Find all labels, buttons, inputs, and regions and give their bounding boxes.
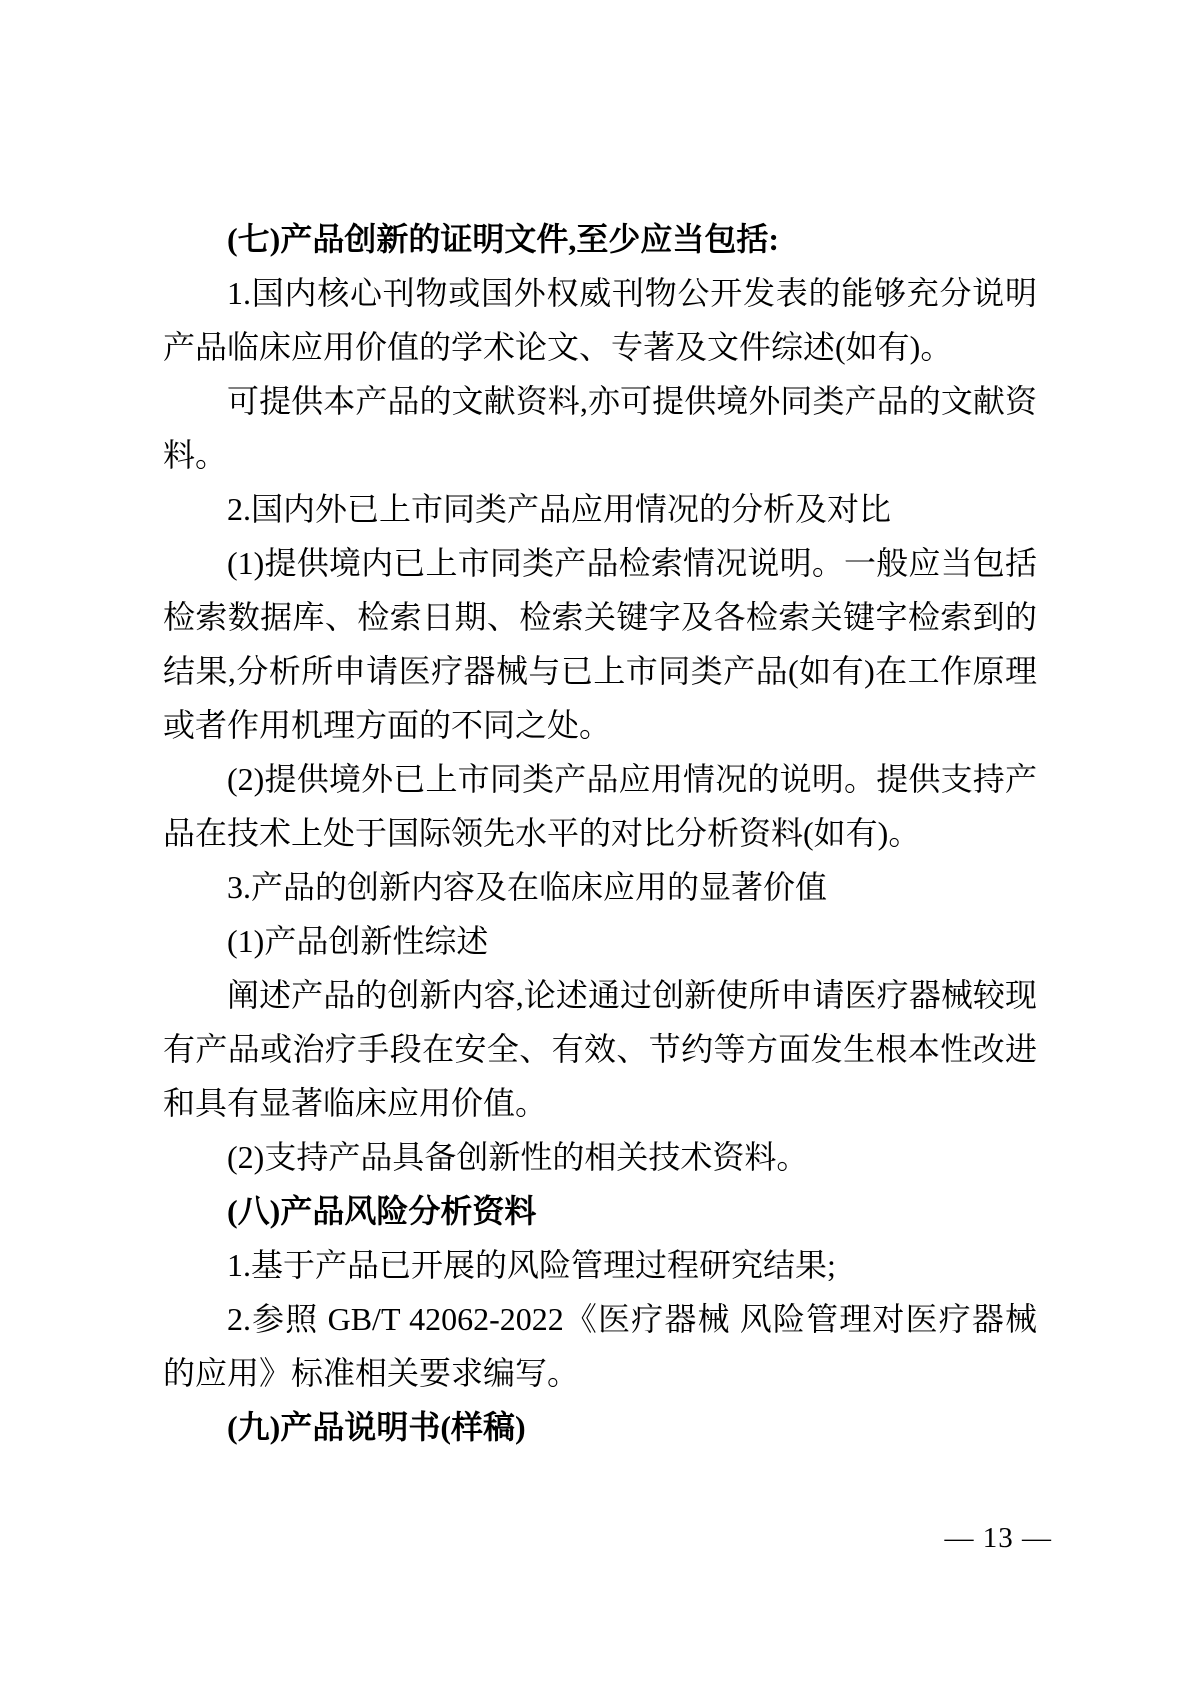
body-paragraph: (1)产品创新性综述	[227, 923, 489, 959]
document-body	[163, 212, 1037, 1454]
body-paragraph: 阐述产品的创新内容,论述通过创新使所申请医疗器械较现有产品或治疗手段在安全、有效、节约等方面发生根本性改进和具有显著临床应用价值。	[163, 977, 1037, 1121]
section-heading: (七)产品创新的证明文件,至少应当包括:	[227, 221, 779, 257]
body-paragraph: 2.参照 GB/T 42062-2022《医疗器械 风险管理对医疗器械的应用》标准相关要求编写。	[163, 1301, 1037, 1391]
body-paragraph: (2)支持产品具备创新性的相关技术资料。	[227, 1139, 809, 1175]
body-paragraph: 1.基于产品已开展的风险管理过程研究结果;	[227, 1247, 836, 1283]
body-paragraph: (2)提供境外已上市同类产品应用情况的说明。提供支持产品在技术上处于国际领先水平的对比分析资料(如有)。	[163, 761, 1037, 851]
body-paragraph: 2.国内外已上市同类产品应用情况的分析及对比	[227, 491, 892, 527]
body-paragraph: 3.产品的创新内容及在临床应用的显著价值	[227, 869, 828, 905]
section-heading: (八)产品风险分析资料	[227, 1193, 537, 1229]
body-paragraph: 可提供本产品的文献资料,亦可提供境外同类产品的文献资料。	[163, 383, 1037, 473]
body-paragraph: (1)提供境内已上市同类产品检索情况说明。一般应当包括检索数据库、检索日期、检索关键字及各检索关键字检索到的结果,分析所申请医疗器械与已上市同类产品(如有)在工作原理或者作用机理方面的不同之处。	[163, 545, 1037, 743]
page-number: — 13 —	[944, 1522, 1052, 1554]
section-heading: (九)产品说明书(样稿)	[227, 1409, 526, 1445]
body-paragraph: 1.国内核心刊物或国外权威刊物公开发表的能够充分说明产品临床应用价值的学术论文、专著及文件综述(如有)。	[163, 275, 1037, 365]
